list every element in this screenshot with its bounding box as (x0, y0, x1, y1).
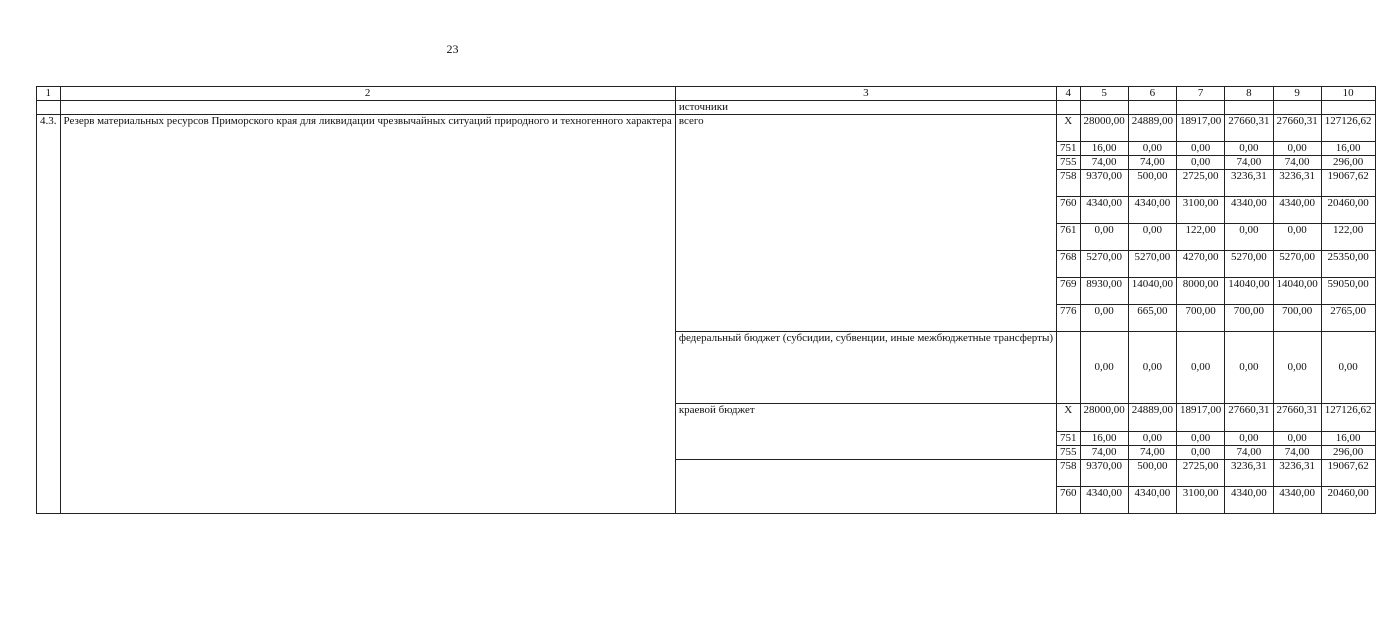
value-cell-v6: 500,00 (1128, 170, 1176, 197)
budget-code: X (1057, 115, 1081, 142)
source-label (675, 460, 1056, 514)
value-cell-v8: 27660,31 (1225, 404, 1273, 432)
empty-cell (1080, 101, 1128, 115)
budget-code: 769 (1057, 278, 1081, 305)
budget-table (36, 86, 1376, 514)
table-row (37, 115, 1376, 142)
empty-cell (1225, 101, 1273, 115)
value-cell-v5: 9370,00 (1080, 170, 1128, 197)
value-cell-v6: 0,00 (1128, 432, 1176, 446)
value-cell-v9: 27660,31 (1273, 115, 1321, 142)
value-cell-v5: 28000,00 (1080, 115, 1128, 142)
header-cell: 4 (1057, 87, 1081, 101)
value-cell-v5: 9370,00 (1080, 460, 1128, 487)
value-cell-v7: 4270,00 (1177, 251, 1225, 278)
value-cell-v6: 5270,00 (1128, 251, 1176, 278)
value-cell-v5: 74,00 (1080, 156, 1128, 170)
value-cell-v6: 4340,00 (1128, 197, 1176, 224)
budget-code: 760 (1057, 487, 1081, 514)
value-cell-v10: 2765,00 (1321, 305, 1375, 332)
value-cell-v9: 0,00 (1273, 142, 1321, 156)
header-cell: 7 (1177, 87, 1225, 101)
empty-cell (1128, 101, 1176, 115)
value-cell-v7: 0,00 (1177, 446, 1225, 460)
row-number: 4.3. (37, 115, 61, 514)
value-cell-v8: 0,00 (1225, 432, 1273, 446)
value-cell-v9: 0,00 (1273, 224, 1321, 251)
page-number: 23 (446, 42, 459, 56)
value-cell-v7: 700,00 (1177, 305, 1225, 332)
value-cell-v5: 0,00 (1080, 305, 1128, 332)
empty-cell (1321, 101, 1375, 115)
value-cell-v5: 5270,00 (1080, 251, 1128, 278)
value-cell-v9: 74,00 (1273, 446, 1321, 460)
value-cell-v10: 19067,62 (1321, 170, 1375, 197)
value-cell-v6: 0,00 (1128, 332, 1176, 404)
value-cell-v7: 0,00 (1177, 432, 1225, 446)
budget-code (1057, 332, 1081, 404)
value-cell-v8: 74,00 (1225, 446, 1273, 460)
value-cell-v6: 24889,00 (1128, 404, 1176, 432)
value-cell-v8: 5270,00 (1225, 251, 1273, 278)
value-cell-v7: 18917,00 (1177, 404, 1225, 432)
value-cell-v6: 0,00 (1128, 224, 1176, 251)
value-cell-v7: 2725,00 (1177, 170, 1225, 197)
budget-code: X (1057, 404, 1081, 432)
value-cell-v10: 296,00 (1321, 156, 1375, 170)
header-cell: 10 (1321, 87, 1375, 101)
value-cell-v9: 74,00 (1273, 156, 1321, 170)
value-cell-v5: 28000,00 (1080, 404, 1128, 432)
value-cell-v10: 0,00 (1321, 332, 1375, 404)
value-cell-v9: 14040,00 (1273, 278, 1321, 305)
value-cell-v8: 0,00 (1225, 332, 1273, 404)
value-cell-v10: 296,00 (1321, 446, 1375, 460)
value-cell-v6: 74,00 (1128, 446, 1176, 460)
value-cell-v7: 3100,00 (1177, 197, 1225, 224)
value-cell-v8: 3236,31 (1225, 460, 1273, 487)
empty-cell (1273, 101, 1321, 115)
empty-cell (1177, 101, 1225, 115)
value-cell-v5: 16,00 (1080, 432, 1128, 446)
value-cell-v9: 4340,00 (1273, 197, 1321, 224)
budget-code: 758 (1057, 460, 1081, 487)
value-cell-v7: 122,00 (1177, 224, 1225, 251)
value-cell-v5: 0,00 (1080, 224, 1128, 251)
value-cell-v6: 74,00 (1128, 156, 1176, 170)
value-cell-v7: 0,00 (1177, 142, 1225, 156)
value-cell-v10: 122,00 (1321, 224, 1375, 251)
value-cell-v10: 127126,62 (1321, 115, 1375, 142)
budget-code: 751 (1057, 432, 1081, 446)
value-cell-v9: 700,00 (1273, 305, 1321, 332)
value-cell-v9: 27660,31 (1273, 404, 1321, 432)
value-cell-v7: 18917,00 (1177, 115, 1225, 142)
source-label: всего (675, 115, 1056, 332)
budget-code: 758 (1057, 170, 1081, 197)
value-cell-v6: 500,00 (1128, 460, 1176, 487)
value-cell-v9: 3236,31 (1273, 170, 1321, 197)
value-cell-v10: 16,00 (1321, 432, 1375, 446)
header-row (37, 87, 1376, 101)
value-cell-v10: 25350,00 (1321, 251, 1375, 278)
header-cell: 3 (675, 87, 1056, 101)
value-cell-v6: 0,00 (1128, 142, 1176, 156)
value-cell-v8: 4340,00 (1225, 197, 1273, 224)
header-cell: 5 (1080, 87, 1128, 101)
budget-code: 776 (1057, 305, 1081, 332)
value-cell-v9: 3236,31 (1273, 460, 1321, 487)
value-cell-v8: 27660,31 (1225, 115, 1273, 142)
value-cell-v8: 4340,00 (1225, 487, 1273, 514)
budget-code: 755 (1057, 446, 1081, 460)
value-cell-v7: 0,00 (1177, 332, 1225, 404)
budget-code: 761 (1057, 224, 1081, 251)
value-cell-v8: 3236,31 (1225, 170, 1273, 197)
empty-cell (37, 101, 61, 115)
sources-header-row (37, 101, 1376, 115)
empty-cell (60, 101, 675, 115)
budget-code: 768 (1057, 251, 1081, 278)
value-cell-v6: 4340,00 (1128, 487, 1176, 514)
value-cell-v8: 0,00 (1225, 224, 1273, 251)
header-cell: 6 (1128, 87, 1176, 101)
value-cell-v10: 19067,62 (1321, 460, 1375, 487)
value-cell-v5: 4340,00 (1080, 197, 1128, 224)
value-cell-v9: 5270,00 (1273, 251, 1321, 278)
value-cell-v9: 0,00 (1273, 432, 1321, 446)
value-cell-v7: 0,00 (1177, 156, 1225, 170)
header-cell: 9 (1273, 87, 1321, 101)
value-cell-v10: 16,00 (1321, 142, 1375, 156)
value-cell-v5: 16,00 (1080, 142, 1128, 156)
budget-code: 755 (1057, 156, 1081, 170)
value-cell-v5: 74,00 (1080, 446, 1128, 460)
sources-label: источники (675, 101, 1056, 115)
header-cell: 1 (37, 87, 61, 101)
value-cell-v10: 20460,00 (1321, 197, 1375, 224)
value-cell-v6: 665,00 (1128, 305, 1176, 332)
value-cell-v9: 0,00 (1273, 332, 1321, 404)
value-cell-v10: 127126,62 (1321, 404, 1375, 432)
header-cell: 8 (1225, 87, 1273, 101)
source-label: федеральный бюджет (субсидии, субвенции, иные межбюджетные трансферты) (675, 332, 1056, 404)
value-cell-v8: 74,00 (1225, 156, 1273, 170)
value-cell-v9: 4340,00 (1273, 487, 1321, 514)
value-cell-v6: 24889,00 (1128, 115, 1176, 142)
budget-code: 751 (1057, 142, 1081, 156)
source-label: краевой бюджет (675, 404, 1056, 460)
value-cell-v5: 8930,00 (1080, 278, 1128, 305)
value-cell-v8: 0,00 (1225, 142, 1273, 156)
row-name: Резерв материальных ресурсов Приморского края для ликвидации чрезвычайных ситуаций природного и техногенного характера (60, 115, 675, 514)
value-cell-v7: 3100,00 (1177, 487, 1225, 514)
value-cell-v5: 4340,00 (1080, 487, 1128, 514)
value-cell-v6: 14040,00 (1128, 278, 1176, 305)
value-cell-v8: 14040,00 (1225, 278, 1273, 305)
header-cell: 2 (60, 87, 675, 101)
value-cell-v7: 8000,00 (1177, 278, 1225, 305)
value-cell-v10: 20460,00 (1321, 487, 1375, 514)
value-cell-v8: 700,00 (1225, 305, 1273, 332)
value-cell-v7: 2725,00 (1177, 460, 1225, 487)
value-cell-v5: 0,00 (1080, 332, 1128, 404)
budget-code: 760 (1057, 197, 1081, 224)
empty-cell (1057, 101, 1081, 115)
value-cell-v10: 59050,00 (1321, 278, 1375, 305)
